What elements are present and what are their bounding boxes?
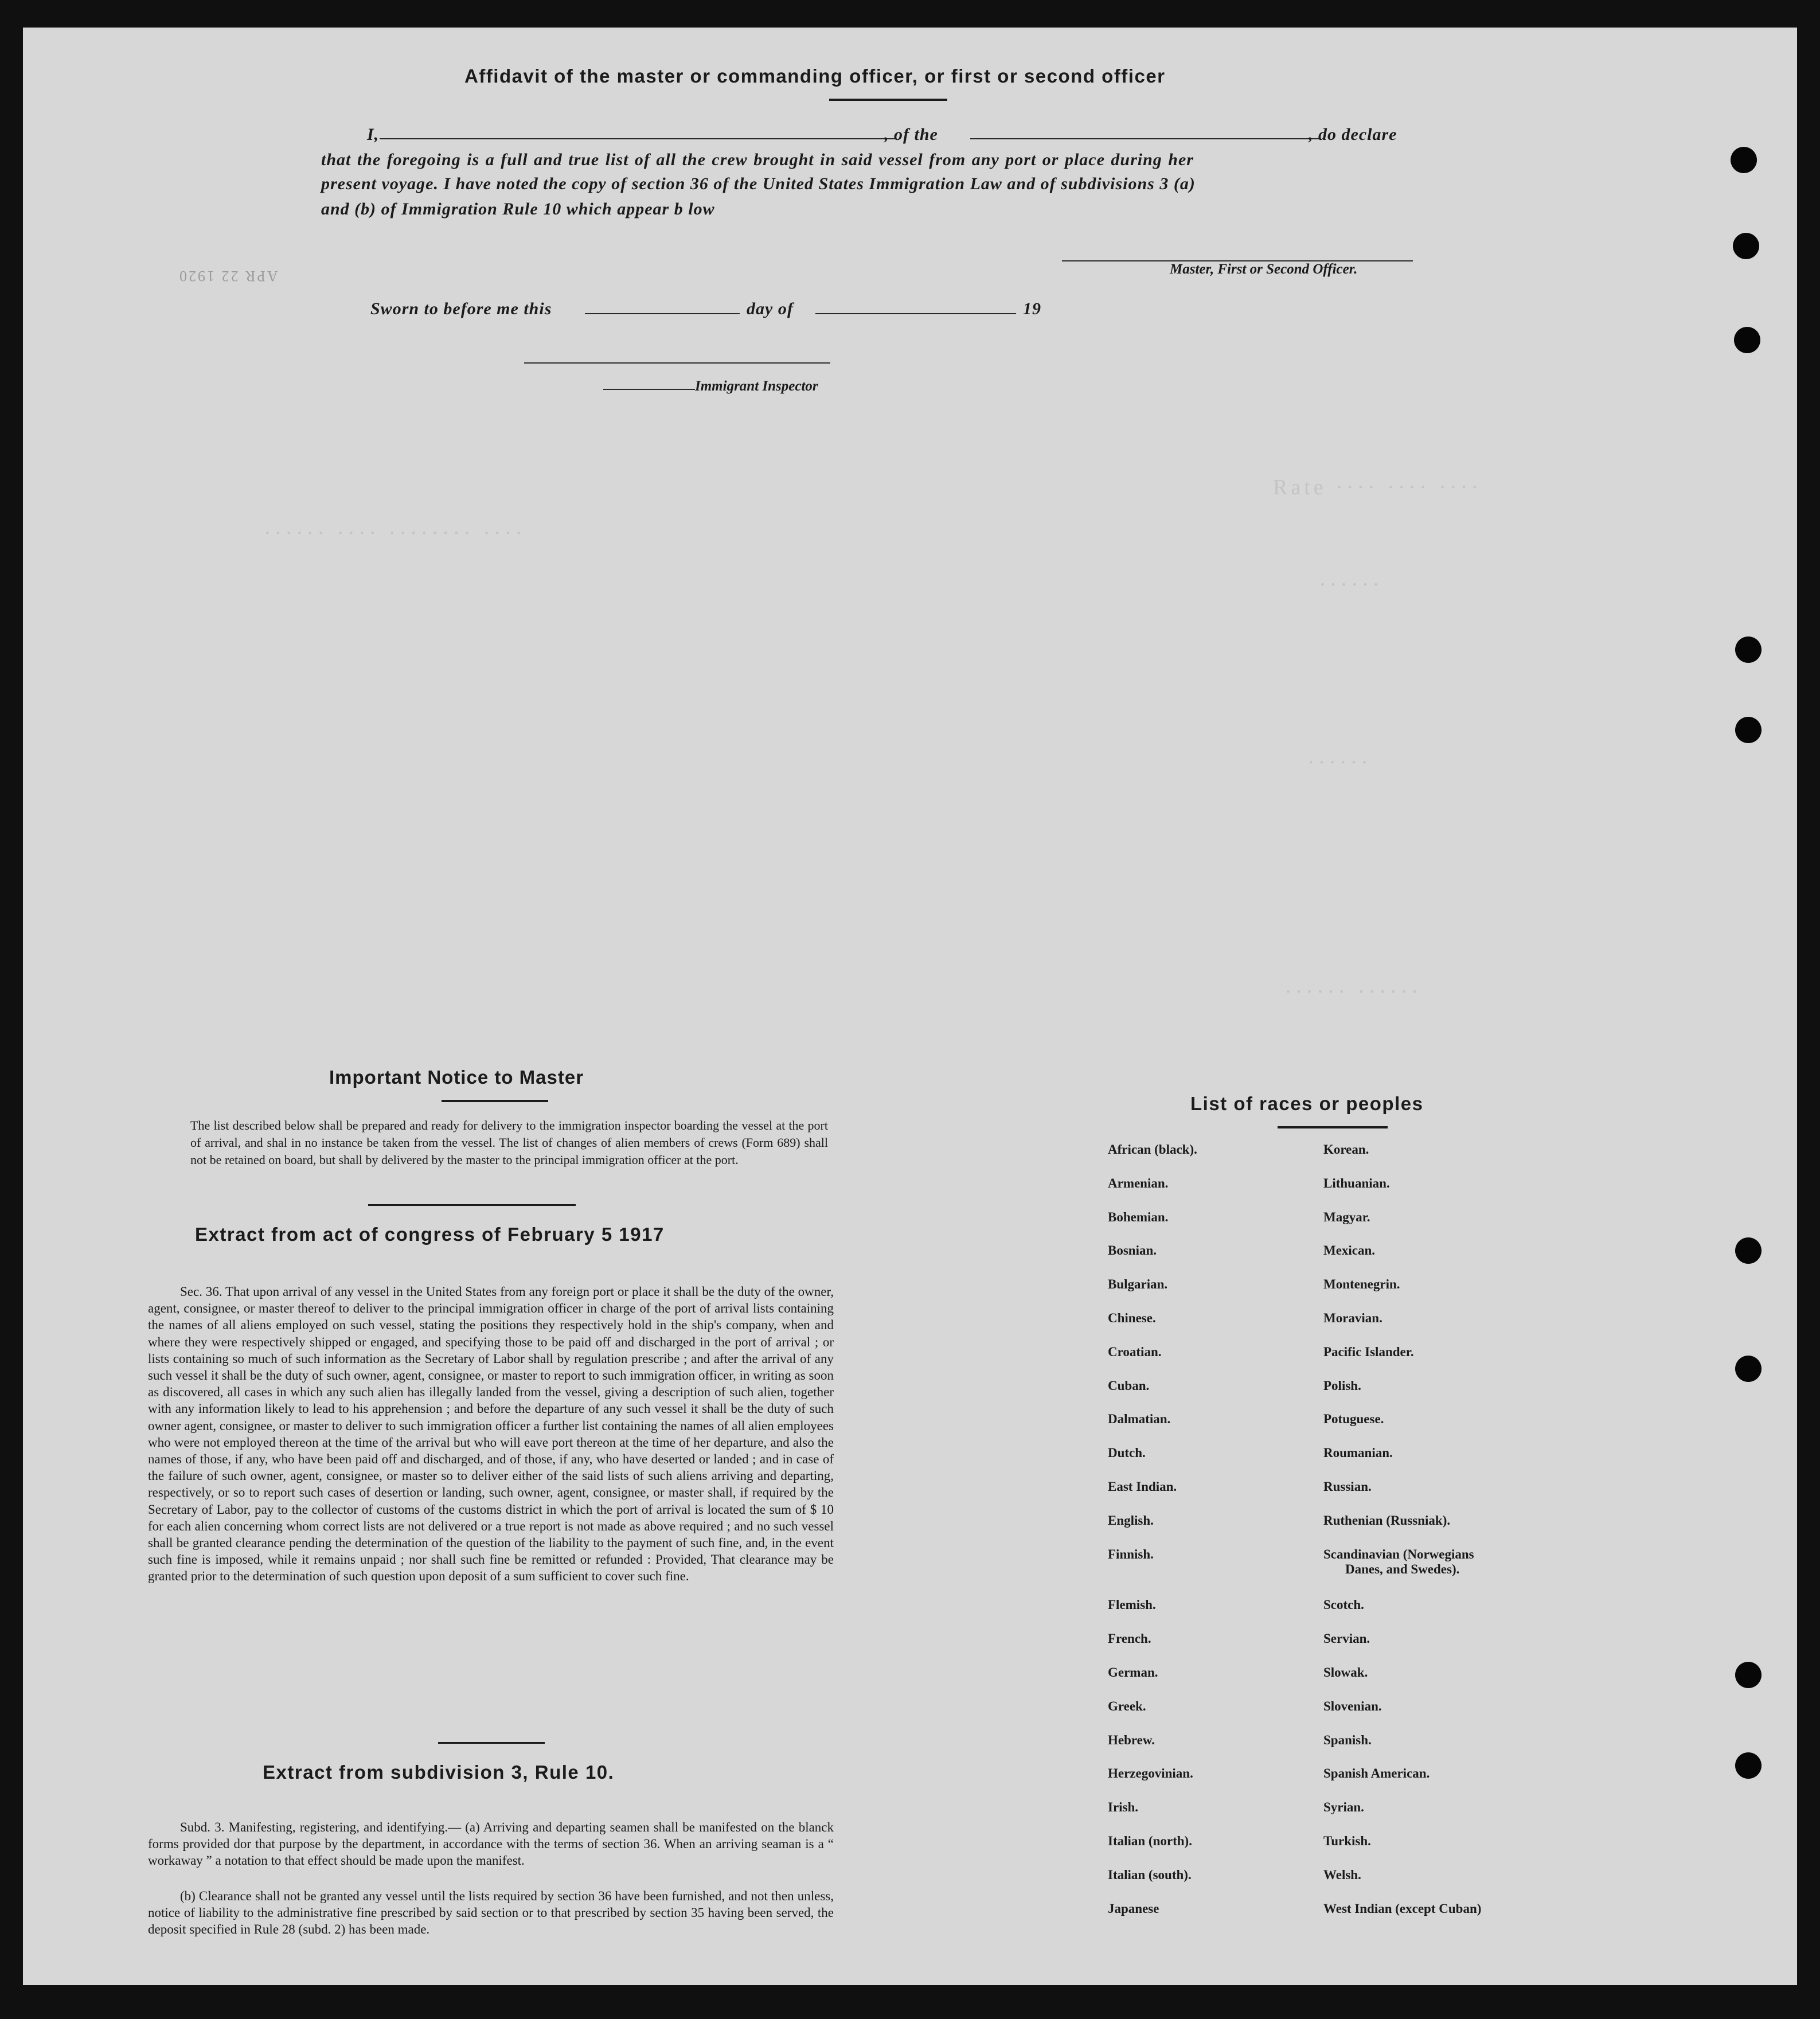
extract-act-divider (438, 1742, 545, 1744)
declaration-line-2: that the foregoing is a full and true list of all the crew brought in said vessel from any port or place during her (321, 150, 1194, 169)
declarant-prefix: I, (367, 125, 380, 144)
declare-label: , do declare (1309, 125, 1397, 144)
binder-hole (1735, 1662, 1762, 1688)
document-page (23, 28, 1797, 1985)
binder-hole (1735, 1356, 1762, 1382)
race-item: Japanese (1108, 1901, 1159, 1916)
race-item: Magyar. (1323, 1209, 1370, 1224)
race-item: Potuguese. (1323, 1412, 1384, 1427)
binder-hole (1734, 327, 1760, 353)
race-item: Pacific Islander. (1323, 1344, 1414, 1359)
binder-hole (1735, 636, 1762, 663)
declarant-name-field[interactable] (380, 138, 896, 139)
bleed-through-text: ······ (1319, 573, 1383, 597)
race-item: Chinese. (1108, 1311, 1156, 1325)
binder-hole (1735, 717, 1762, 743)
race-item: Spanish. (1323, 1732, 1372, 1747)
race-item: English. (1108, 1513, 1154, 1528)
race-item: Spanish American. (1323, 1766, 1430, 1781)
race-item: Russian. (1323, 1479, 1372, 1494)
race-item: Korean. (1323, 1142, 1369, 1157)
sworn-day-of-label: day of (747, 299, 794, 318)
bleed-through-text: ······ ······ (1284, 980, 1422, 1004)
vessel-name-field[interactable] (970, 138, 1320, 139)
race-item: Bosnian. (1108, 1243, 1157, 1258)
notice-divider (368, 1204, 576, 1206)
binder-hole (1735, 1237, 1762, 1264)
race-item-continuation: Danes, and Swedes). (1345, 1561, 1460, 1576)
race-item: Finnish. (1108, 1547, 1154, 1561)
extract-act-title: Extract from act of congress of February 5 1917 (195, 1224, 665, 1245)
notice-underline (442, 1100, 548, 1102)
race-item: Ruthenian (Russniak). (1323, 1513, 1451, 1528)
race-item: Dutch. (1108, 1446, 1146, 1460)
race-item: Bulgarian. (1108, 1277, 1168, 1292)
sworn-prefix: Sworn to before me this (370, 299, 552, 318)
race-item: Irish. (1108, 1800, 1139, 1815)
declaration-line-3: present voyage. I have noted the copy of section 36 of the United States Immigration Law and of subdivisions 3 (a) (321, 174, 1196, 193)
title-underline (829, 99, 947, 101)
race-item: Polish. (1323, 1378, 1361, 1393)
race-item: Flemish. (1108, 1598, 1156, 1612)
race-item: Moravian. (1323, 1311, 1382, 1325)
rule-10-para-a: Subd. 3. Manifesting, registering, and identifying.— (a) Arriving and departing seamen shall be manifested on the blanck forms provided dor that purpose by the department, in accordance with the terms of section 36. When an arriving seaman is a “ workaway ” a notation to that effect should be made upon the manifest. (148, 1820, 834, 1868)
bleed-through-text: ······ ···· ········ ···· (264, 521, 526, 545)
race-item: Scotch. (1323, 1598, 1364, 1612)
sworn-year-label: 19 (1023, 299, 1041, 318)
notice-title: Important Notice to Master (329, 1067, 584, 1088)
received-stamp: APR 22 1920 (178, 268, 278, 284)
race-item: Syrian. (1323, 1800, 1364, 1815)
race-item: Montenegrin. (1323, 1277, 1400, 1292)
race-item: Slovenian. (1323, 1698, 1382, 1713)
extract-rule-title: Extract from subdivision 3, Rule 10. (263, 1762, 615, 1783)
race-item: Herzegovinian. (1108, 1766, 1193, 1781)
race-item: Scandinavian (Norwegians (1323, 1547, 1474, 1561)
affidavit-title: Affidavit of the master or commanding officer, or first or second officer (464, 65, 1166, 87)
race-item: Roumanian. (1323, 1446, 1393, 1460)
race-item: Greek. (1108, 1698, 1146, 1713)
race-item: African (black). (1108, 1142, 1197, 1157)
race-item: Hebrew. (1108, 1732, 1155, 1747)
race-item: Bohemian. (1108, 1209, 1169, 1224)
rule-10-para-b: (b) Clearance shall not be granted any vessel until the lists required by section 36 have been furnished, and not then unless, notice of liability to the administrative fine prescribed by said section or to that prescribed by section 35 having been served, the deposit specified in Rule 28 (subd. 2) has been made. (148, 1889, 834, 1937)
notice-text: The list described below shall be prepared and ready for delivery to the immigration inspector boarding the vessel at the port of arrival, and shal in no instance be taken from the vessel. The list of changes of alien members of crews (Form 689) shall not be retained on board, but shall by delivered by the master to the principal immigration officer at the port. (190, 1118, 828, 1167)
races-title: List of races or peoples (1190, 1093, 1424, 1114)
race-item: German. (1108, 1665, 1158, 1680)
race-item: West Indian (except Cuban) (1323, 1901, 1482, 1916)
race-item: East Indian. (1108, 1479, 1177, 1494)
officer-signature-label: Master, First or Second Officer. (1170, 261, 1358, 277)
extract-act-text: Sec. 36. That upon arrival of any vessel in the United States from any foreign port or place it shall be the duty of the owner, agent, consignee, or master thereof to deliver to the principal immigration officer in charge of the port of arrival lists containing the names of all aliens employed on such vessel, stating the positions they respectively hold in the ship's company, when and where they were respectively shipped or engaged, and specifying those to be paid off and discharged in the port of arrival ; or lists containing so much of such information as the Secretary of Labor shall by regulation prescribe ; and after the arrival of any such vessel it shall be the duty of such owner, agent, consignee, or master to report to such immigration officer, in writing as soon as discovered, all cases in which any such alien has illegally landed from the vessel, giving a description of such alien, together with any information likely to lead to his apprehension ; and before the departure of any such vessel it shall be the duty of such owner agent, consignee, or master to deliver to such immigration officer a further list containing the names of all alien employees who were not employed thereon at the time of the arrival but who will eave port thereon at the time of her departure, and also the names of those, if any, who have been paid off and discharged, and of those, if any, who have deserted or landed ; and in case of the failure of such owner, agent, consignee, or master so to deliver either of the said lists of such aliens arriving and departing, respectively, or so to report such cases of desertion or landing, such owner, agent, consignee, or master shall, if required by the Secretary of Labor, pay to the collector of customs of the customs district in which the port of arrival is located the sum of $ 10 for each alien concerning whom correct lists are not delivered or a true report is not made as above required ; and no such vessel shall be granted clearance pending the determination of the question of the liability to the payment of such fine, and, in the event such fine is imposed, while it remains unpaid ; nor shall such fine be remitted or refunded : Provided, That clearance may be granted prior to the determination of such question upon deposit of a sum sufficient to cover such fine. (148, 1284, 834, 1584)
inspector-short-line (603, 389, 695, 390)
binder-hole (1733, 233, 1759, 259)
race-item: Armenian. (1108, 1176, 1169, 1190)
bleed-through-text: ······ (1307, 751, 1372, 775)
races-underline (1278, 1126, 1388, 1128)
sworn-month-field[interactable] (815, 313, 1016, 314)
bleed-through-text: Rate ···· ···· ···· (1273, 475, 1482, 499)
race-item: Mexican. (1323, 1243, 1376, 1258)
binder-hole (1735, 1752, 1762, 1779)
race-item: Italian (south). (1108, 1867, 1192, 1882)
race-item: Welsh. (1323, 1867, 1361, 1882)
race-item: Turkish. (1323, 1834, 1371, 1848)
race-item: Cuban. (1108, 1378, 1150, 1393)
race-item: Dalmatian. (1108, 1412, 1171, 1427)
vessel-of-the-label: , of the (884, 125, 938, 144)
declaration-line-1 (367, 125, 379, 145)
race-item: Slowak. (1323, 1665, 1368, 1680)
race-item: Croatian. (1108, 1344, 1162, 1359)
declaration-line-4: and (b) of Immigration Rule 10 which appear b low (321, 200, 715, 218)
sworn-day-field[interactable] (585, 313, 740, 314)
race-item: Lithuanian. (1323, 1176, 1390, 1190)
binder-hole (1731, 147, 1757, 173)
race-item: French. (1108, 1631, 1151, 1646)
race-item: Italian (north). (1108, 1834, 1192, 1848)
inspector-signature-line[interactable] (524, 362, 830, 364)
inspector-label: Immigrant Inspector (695, 378, 818, 394)
race-item: Servian. (1323, 1631, 1370, 1646)
